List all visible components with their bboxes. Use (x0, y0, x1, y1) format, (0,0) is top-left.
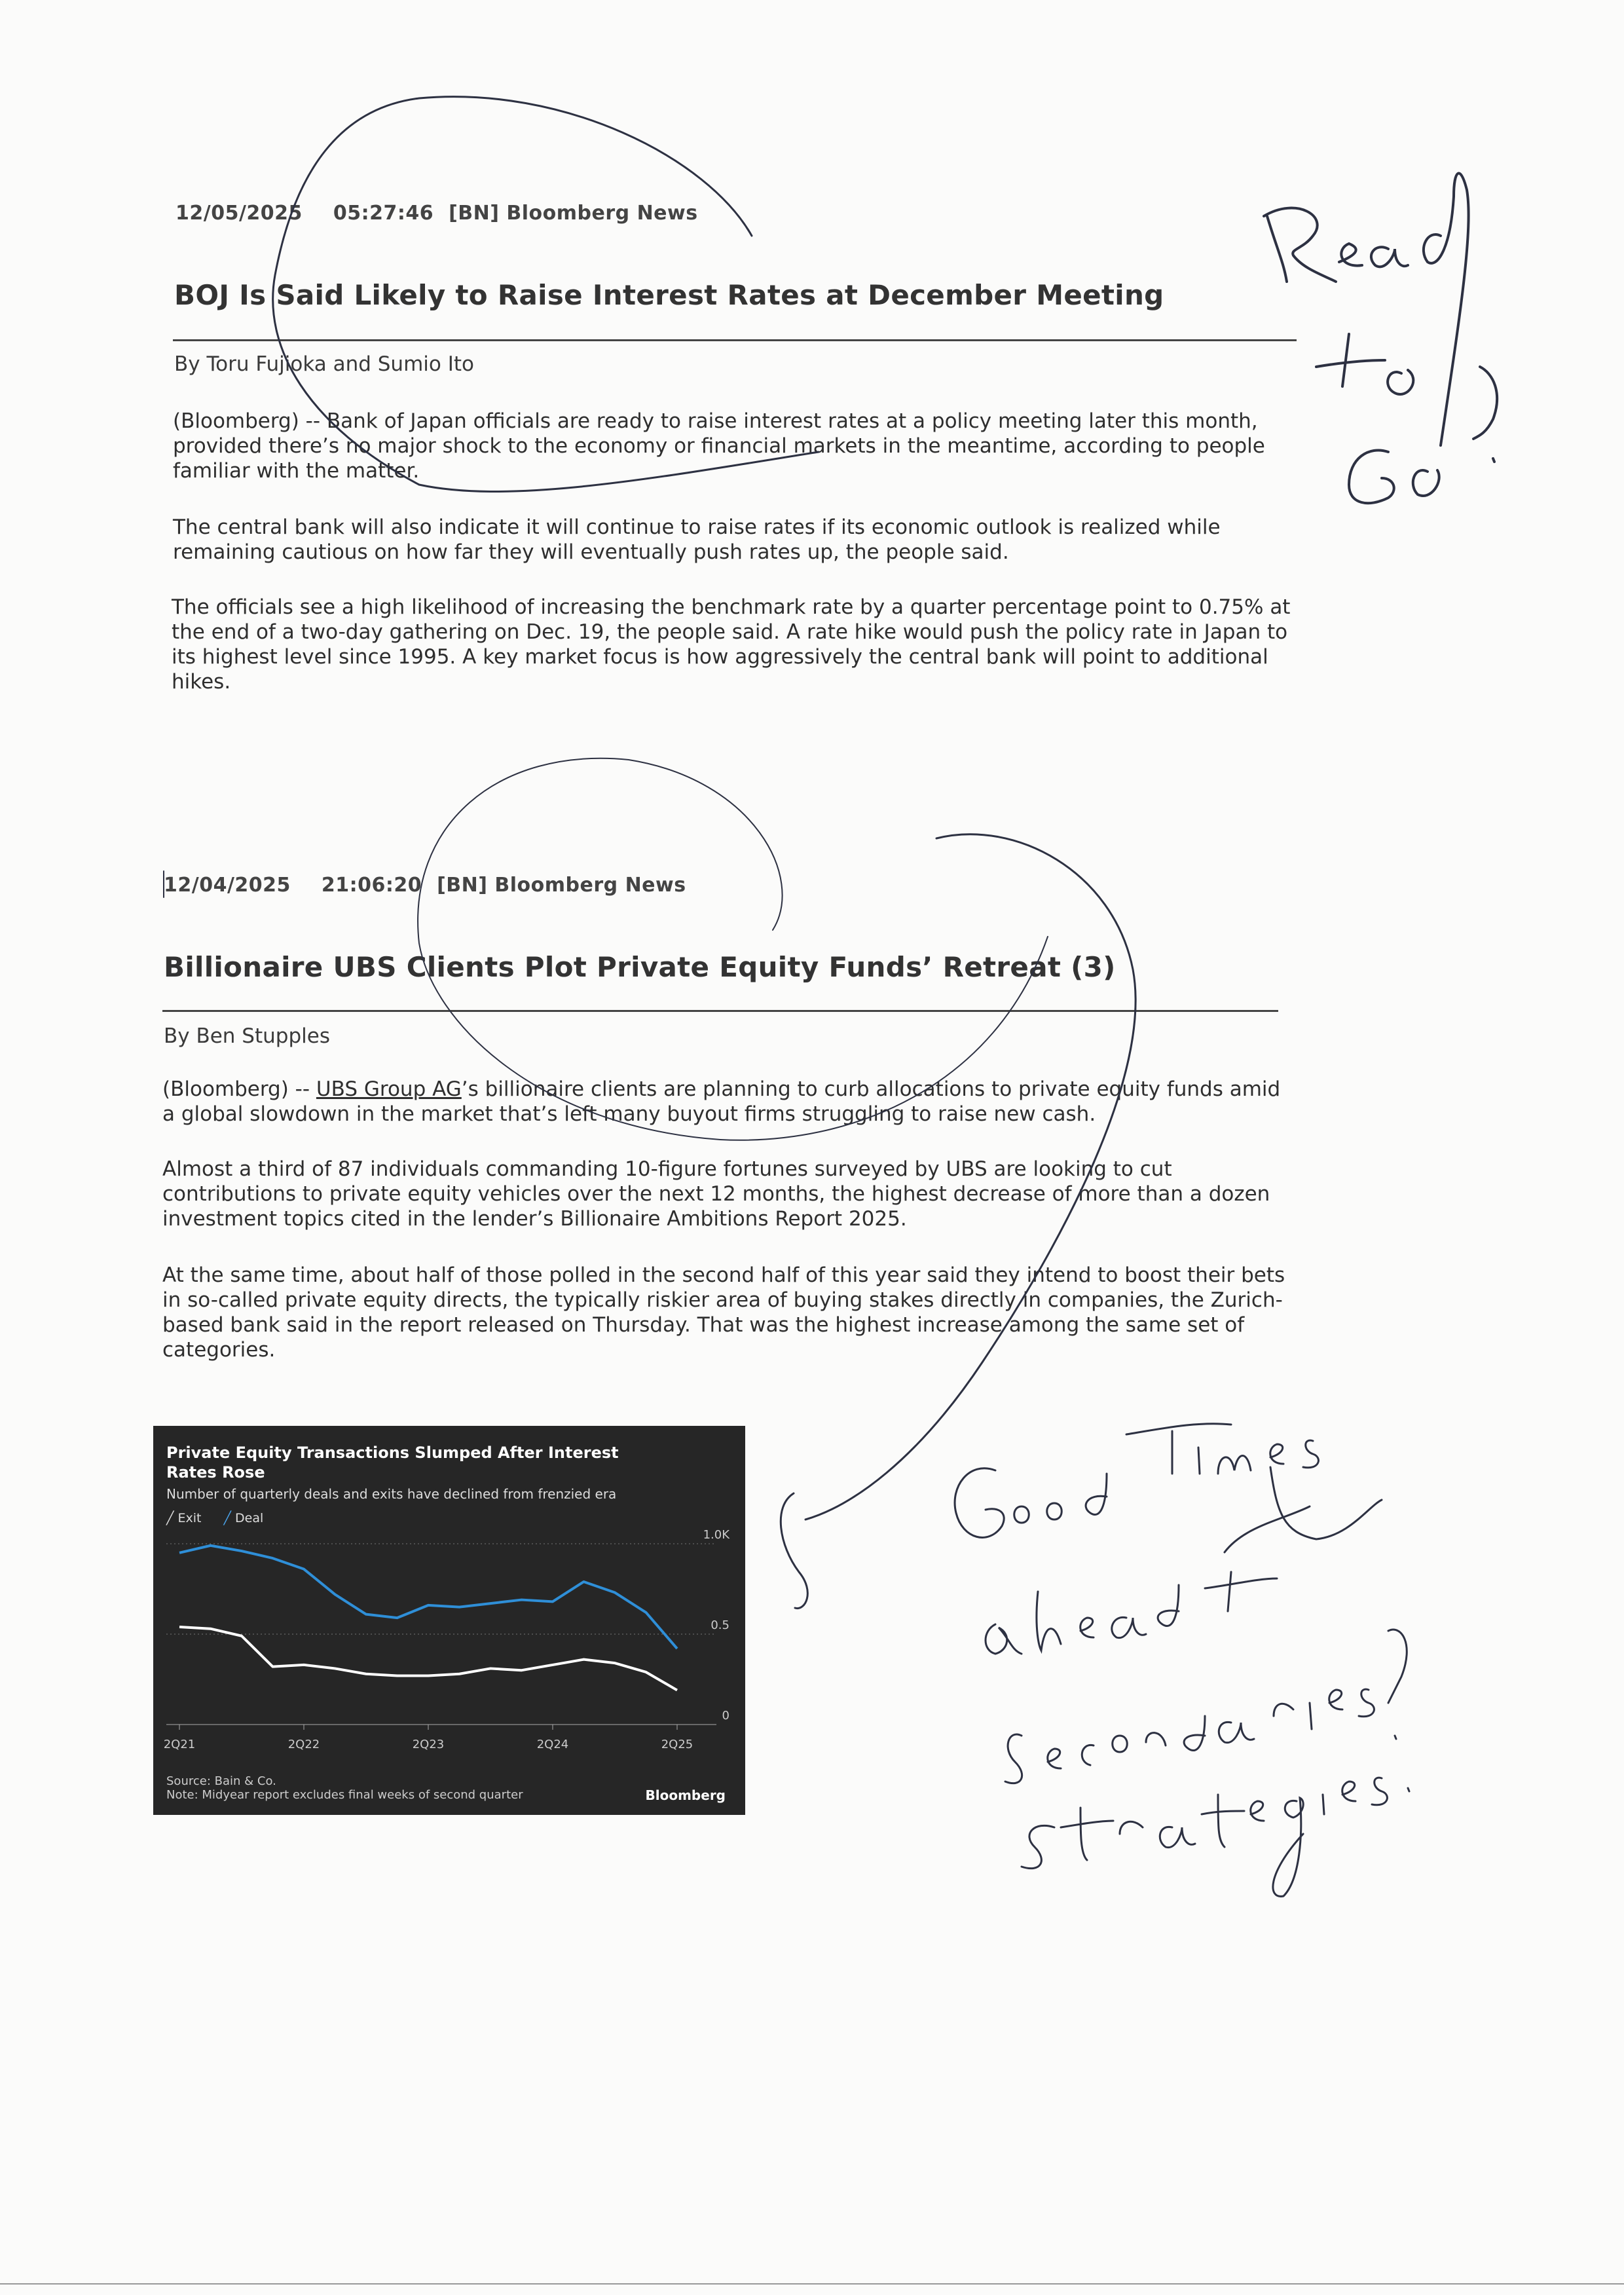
article2-source: [BN] Bloomberg News (437, 874, 686, 897)
pe-transactions-chart (153, 1426, 745, 1815)
article1-rule (173, 339, 1297, 341)
article1-paragraph-1: (Bloomberg) -- Bank of Japan officials are ready to raise interest rates at a policy meeting later this month, provided there’s no major shock to the economy or financial markets in the meantime, according to people familiar with the matter. (173, 409, 1265, 483)
x-tick-label: 2Q22 (287, 1738, 320, 1751)
article1-paragraph-3: The officials see a high likelihood of increasing the benchmark rate by a quarter percentage point to 0.75% at the end of a two-day gathering on Dec. 19, the people said. A rate hike would push the policy rate in Japan to its highest level since 1995. A key market focus is how aggressively the central bank will point to additional hikes. (172, 595, 1291, 694)
article2-date: 12/04/2025 (164, 874, 291, 897)
x-tick-label: 2Q24 (536, 1738, 569, 1751)
article2-meta (164, 874, 686, 897)
x-tick-label: 2Q21 (163, 1738, 196, 1751)
article2-p1-rest: ’s billionaire clients are planning to curb allocations to private equity funds amid a global slowdown in the market that’s left many buyout firms struggling to raise new cash. (162, 1077, 1281, 1126)
article1-date: 12/05/2025 (175, 202, 303, 225)
ubs-group-link[interactable]: UBS Group AG (316, 1077, 462, 1101)
legend-exit-label: Exit (177, 1511, 202, 1525)
article2-paragraph-2: Almost a third of 87 individuals commanding 10-figure fortunes surveyed by UBS are looking to cut contributions to private equity vehicles over the next 12 months, the highest decrease of more than a dozen investment topics cited in the lender’s Billionaire Ambitions Report 2025. (162, 1157, 1270, 1231)
chart-plot (153, 1426, 745, 1815)
article1-byline: By Toru Fujioka and Sumio Ito (174, 352, 474, 376)
article1-headline: BOJ Is Said Likely to Raise Interest Rates at December Meeting (174, 279, 1164, 311)
legend-deal-label: Deal (235, 1511, 264, 1525)
legend-deal: ╱ Deal (223, 1511, 264, 1525)
series-line-exit (179, 1627, 677, 1690)
legend-exit: ╱ Exit (166, 1511, 202, 1525)
article1-meta (175, 202, 698, 225)
article2-time: 21:06:20 (321, 874, 422, 897)
chart-brand: Bloomberg (645, 1787, 726, 1803)
article2-paragraph-1 (162, 1077, 1289, 1127)
y-tick-label: 0 (722, 1709, 729, 1723)
article2-rule (162, 1010, 1278, 1012)
y-tick-label: 0.5 (710, 1618, 729, 1632)
chart-source-line: Source: Bain & Co. (166, 1774, 276, 1788)
article2-paragraph-3: At the same time, about half of those polled in the second half of this year said they intend to boost their bets in so-called private equity directs, the typically riskier area of buying stakes directly in companies, the Zurich-based bank said in the report released on Thursday. That was the highest increase among the same set of categories. (162, 1263, 1285, 1362)
handwriting-good-times (955, 1424, 1409, 1897)
article1-source: [BN] Bloomberg News (449, 202, 698, 225)
article1-paragraph-2: The central bank will also indicate it will continue to raise rates if its economic outlook is realized while remaining cautious on how far they will eventually push rates up, the people said. (173, 515, 1221, 564)
article2-p1-prefix: (Bloomberg) -- (162, 1077, 316, 1101)
chart-note-line: Note: Midyear report excludes final weeks of second quarter (166, 1788, 523, 1802)
chart-subtitle: Number of quarterly deals and exits have declined from frenzied era (166, 1486, 617, 1502)
x-tick-label: 2Q25 (661, 1738, 693, 1751)
article1-time: 05:27:46 (333, 202, 434, 225)
chart-source (166, 1774, 523, 1802)
y-tick-label: 1.0K (703, 1528, 729, 1542)
page-bottom-rule (0, 2283, 1624, 2285)
chart-title: Private Equity Transactions Slumped After Interest Rates Rose (166, 1444, 619, 1482)
x-tick-label: 2Q23 (412, 1738, 445, 1751)
article2-byline: By Ben Stupples (164, 1024, 330, 1048)
series-line-deal (179, 1546, 677, 1649)
pen-hook (781, 1493, 807, 1609)
article2-headline: Billionaire UBS Clients Plot Private Equity Funds’ Retreat (3) (164, 951, 1116, 983)
